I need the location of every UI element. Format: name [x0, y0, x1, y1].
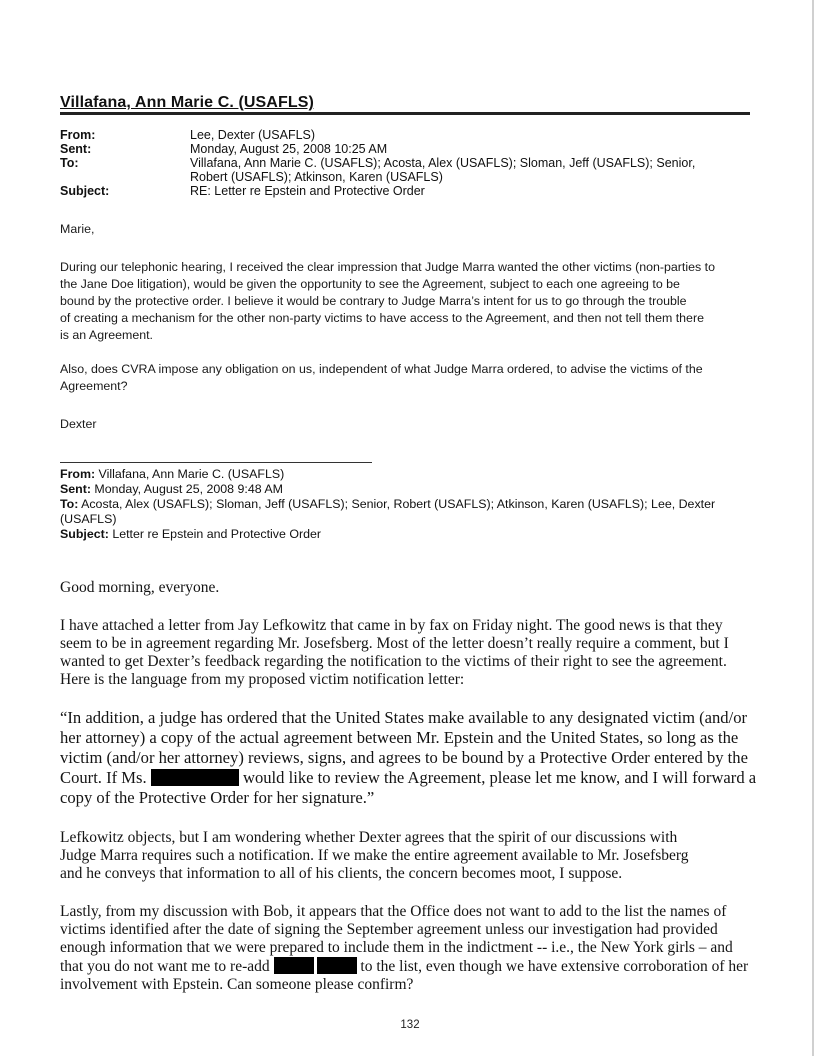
- text-fragment: that you do not want me to re-add: [60, 958, 274, 975]
- text-line: wanted to get Dexter’s feedback regarding the notification to the victims of their right to see the agreement.: [60, 653, 727, 670]
- text-line: victims identified after the date of signing the September agreement unless our investigation had provided: [60, 921, 718, 938]
- text-fragment: would like to review the Agreement, please let me know, and I will forward a: [238, 768, 757, 787]
- forward-separator: [60, 462, 372, 463]
- page-number: 132: [400, 1019, 420, 1031]
- fwd-subject-value: Letter re Epstein and Protective Order: [108, 527, 322, 541]
- notification-quote: [60, 708, 760, 808]
- fwd-to-value: Acosta, Alex (USAFLS); Sloman, Jeff (USAFLS); Senior, Robert (USAFLS); Atkinson, Karen (USAFLS); Lee, Dexter: [78, 497, 716, 511]
- sent-value: Monday, August 25, 2008 10:25 AM: [190, 142, 388, 156]
- mailbox-owner: Villafana, Ann Marie C. (USAFLS): [60, 94, 314, 111]
- text-line: enough information that we were prepared to include them in the indictment -- i.e., the New York girls – and: [60, 939, 733, 956]
- fwd-sent-row: [60, 482, 760, 497]
- subject-value: RE: Letter re Epstein and Protective Order: [190, 184, 425, 198]
- original-greeting: Good morning, everyone.: [60, 579, 220, 596]
- text-line: Lefkowitz objects, but I am wondering whether Dexter agrees that the spirit of our discussions with: [60, 829, 678, 846]
- fwd-to-row: [60, 497, 760, 512]
- text-line: “In addition, a judge has ordered that the United States make available to any designated victim (and/or: [60, 708, 748, 727]
- reply-paragraph-1: [60, 259, 760, 344]
- text-fragment: to the list, even though we have extensive corroboration of her: [356, 958, 749, 975]
- original-paragraph-3: [60, 903, 760, 994]
- reply-signoff: Dexter: [60, 417, 97, 431]
- fwd-sent-label: Sent:: [60, 482, 91, 496]
- fwd-sent-value: Monday, August 25, 2008 9:48 AM: [90, 482, 283, 496]
- from-value: Lee, Dexter (USAFLS): [190, 128, 316, 142]
- text-fragment: Court. If Ms.: [60, 768, 151, 787]
- fwd-from-value: Villafana, Ann Marie C. (USAFLS): [95, 467, 285, 481]
- text-line: Here is the language from my proposed victim notification letter:: [60, 671, 465, 688]
- text-line: of creating a mechanism for the other non-party victims to have access to the Agreement, and then not tell them there: [60, 311, 704, 325]
- text-line: bound by the protective order. I believe it would be contrary to Judge Marra’s intent for us to go through the trouble: [60, 294, 687, 308]
- header-rule: [60, 112, 750, 115]
- fwd-subject-label: Subject:: [60, 527, 109, 541]
- text-line: copy of the Protective Order for her signature.”: [60, 788, 375, 807]
- page-edge: [812, 0, 814, 1056]
- reply-greeting: Marie,: [60, 222, 95, 236]
- to-value-line2: Robert (USAFLS); Atkinson, Karen (USAFLS): [190, 170, 443, 184]
- text-line: is an Agreement.: [60, 328, 153, 342]
- text-line: I have attached a letter from Jay Lefkowitz that came in by fax on Friday night. The good news is that they: [60, 617, 723, 634]
- text-line: [60, 957, 760, 976]
- from-label: From:: [60, 128, 96, 142]
- to-value-line1: Villafana, Ann Marie C. (USAFLS); Acosta, Alex (USAFLS); Sloman, Jeff (USAFLS); Senior,: [190, 156, 696, 170]
- fwd-from-label: From:: [60, 467, 96, 481]
- subject-label: Subject:: [60, 184, 110, 198]
- fwd-subject-row: [60, 527, 760, 542]
- text-line: involvement with Epstein. Can someone please confirm?: [60, 976, 414, 993]
- forwarded-header: [60, 467, 760, 542]
- fwd-to-label: To:: [60, 497, 79, 511]
- text-line: During our telephonic hearing, I received the clear impression that Judge Marra wanted the other victims (non-parties to: [60, 260, 715, 274]
- to-label: To:: [60, 156, 79, 170]
- text-line: Judge Marra requires such a notification. If we make the entire agreement available to Mr. Josefsberg: [60, 847, 689, 864]
- redaction-block: [151, 769, 239, 786]
- text-line: Also, does CVRA impose any obligation on us, independent of what Judge Marra ordered, to advise the victims of the: [60, 362, 703, 376]
- text-line: Agreement?: [60, 379, 128, 393]
- text-line: Lastly, from my discussion with Bob, it appears that the Office does not want to add to the list the names of: [60, 903, 727, 920]
- fwd-to-row-2: (USAFLS): [60, 512, 117, 526]
- redaction-block: [274, 957, 314, 974]
- reply-paragraph-2: [60, 361, 760, 395]
- text-line: the Jane Doe litigation), would be given the opportunity to see the Agreement, subject to each one agreeing to be: [60, 277, 680, 291]
- fwd-from-row: [60, 467, 760, 482]
- text-line: [60, 768, 760, 788]
- sent-label: Sent:: [60, 142, 92, 156]
- text-line: seem to be in agreement regarding Mr. Josefsberg. Most of the letter doesn’t really require a comment, but I: [60, 635, 729, 652]
- text-line: and he conveys that information to all of his clients, the concern becomes moot, I suppose.: [60, 865, 623, 882]
- redaction-block: [317, 957, 357, 974]
- text-line: victim (and/or her attorney) reviews, signs, and agrees to be bound by a Protective Order entered by the: [60, 748, 748, 767]
- text-line: her attorney) a copy of the actual agreement between Mr. Epstein and the United States, so long as the: [60, 728, 739, 747]
- original-paragraph-2: [60, 829, 760, 883]
- original-paragraph-1: [60, 617, 760, 689]
